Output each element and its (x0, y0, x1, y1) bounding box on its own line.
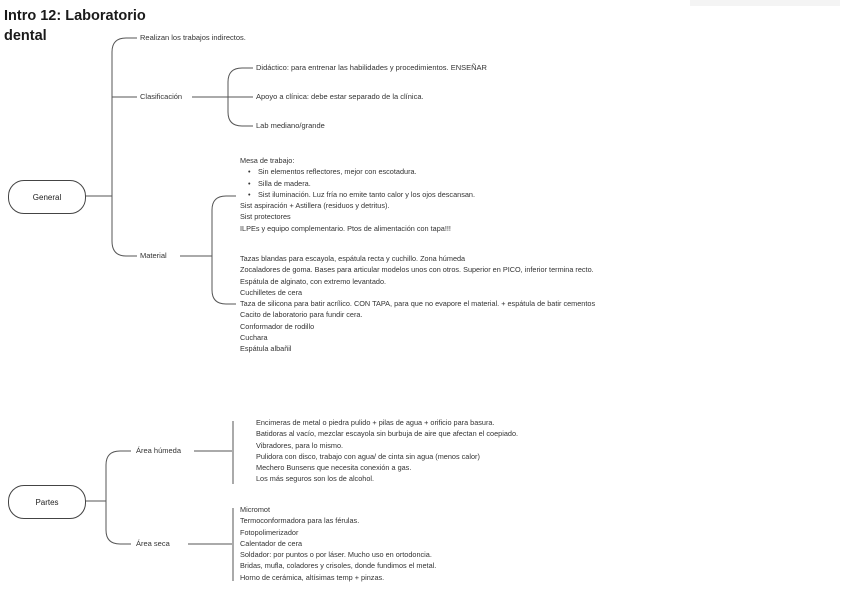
area-seca-block[interactable] (240, 504, 436, 583)
realizan-label[interactable]: Realizan los trabajos indirectos. (140, 33, 246, 42)
humeda-item: Vibradores, para lo mismo. (256, 440, 344, 450)
humeda-item: Los más seguros son los de alcohol. (256, 474, 375, 484)
general-node[interactable]: General (8, 180, 86, 214)
seca-item: Bridas, mufla, coladores y crisoles, donde fundimos el metal. (240, 561, 437, 571)
seca-item: Horno de cerámica, altísimas temp + pinzas. (240, 572, 385, 582)
instrument-line: Cuchara (240, 333, 268, 343)
workbench-line: ILPEs y equipo complementario. Ptos de alimentación con tapa!!! (240, 223, 451, 233)
instrument-line: Conformador de rodillo (240, 321, 315, 331)
clasificacion-item-didactico[interactable]: Didáctico: para entrenar las habilidades y procedimientos. ENSEÑAR (256, 63, 487, 72)
clasificacion-item-apoyo[interactable]: Apoyo a clínica: debe estar separado de la clínica. (256, 92, 424, 101)
clasificacion-label[interactable]: Clasificación (140, 92, 183, 101)
page-title: Intro 12: Laboratorio dental (4, 8, 146, 44)
seca-item: Calentador de cera (240, 538, 303, 548)
seca-item: Fotopolimerizador (240, 527, 299, 537)
workbench-bullet: • Sin elementos reflectores, mejor con escotadura. (240, 166, 475, 177)
seca-item: Soldador: por puntos o por láser. Mucho uso en ortodoncia. (240, 550, 432, 560)
humeda-item: Encimeras de metal o piedra pulido + pilas de agua + orificio para basura. (256, 418, 495, 427)
instrument-line: Zocaladores de goma. Bases para articular modelos unos con otros. Superior en PICO, inferior termina recto. (240, 265, 594, 275)
humeda-item: Mechero Bunsens que necesita conexión a gas. (256, 463, 412, 473)
workbench-line: Sist protectores (240, 212, 291, 222)
instrument-line: Taza de silicona para batir acrílico. CON TAPA, para que no evapore el material. + espátula de batir cementos (240, 299, 596, 309)
material-block-workbench[interactable] (240, 155, 475, 234)
area-humeda-label[interactable]: Área húmeda (136, 446, 182, 455)
instrument-line: Cuchilletes de cera (240, 287, 303, 297)
workbench-bullet: • Sist iluminación. Luz fría no emite tanto calor y los ojos descansan. (240, 189, 475, 200)
instrument-line: Cacito de laboratorio para fundir cera. (240, 310, 363, 320)
workbench-heading: Mesa de trabajo: (240, 156, 295, 165)
material-label[interactable]: Material (140, 251, 167, 260)
area-humeda-block[interactable] (256, 417, 518, 485)
clasificacion-item-lab[interactable]: Lab mediano/grande (256, 121, 325, 130)
humeda-item: Batidoras al vacío, mezclar escayola sin burbuja de aire que afectan el coepiado. (256, 429, 519, 439)
instrument-line: Espátula albañil (240, 344, 292, 354)
workbench-line: Sist aspiración + Astillera (residuos y detritus). (240, 201, 390, 211)
instrument-line: Tazas blandas para escayola, espátula recta y cuchillo. Zona húmeda (240, 254, 466, 263)
material-block-instruments[interactable] (240, 253, 595, 355)
instrument-line: Espátula de alginato, con extremo levantado. (240, 276, 387, 286)
area-seca-label[interactable]: Área seca (136, 539, 170, 548)
seca-item: Micromot (240, 505, 270, 514)
workbench-bullet: • Silla de madera. (240, 178, 475, 189)
seca-item: Termoconformadora para las férulas. (240, 516, 360, 526)
humeda-item: Pulidora con disco, trabajo con agua/ de cinta sin agua (menos calor) (256, 451, 480, 461)
partes-node[interactable]: Partes (8, 485, 86, 519)
